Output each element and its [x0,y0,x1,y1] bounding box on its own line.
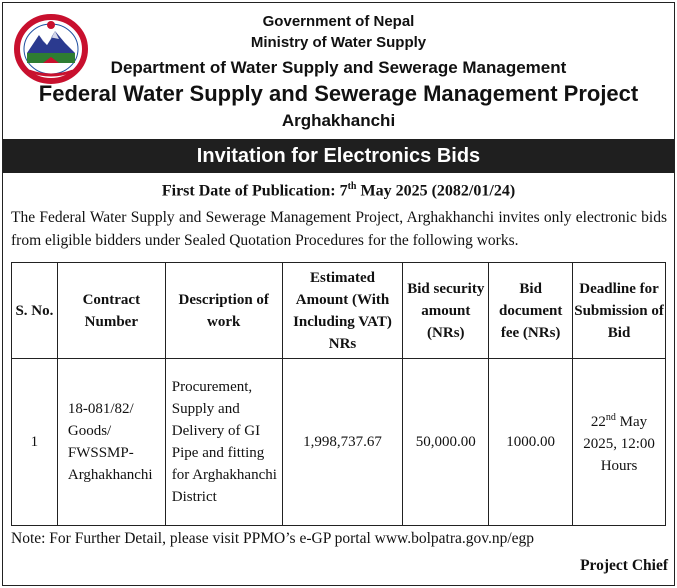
invitation-banner: Invitation for Electronics Bids [3,139,674,173]
cell-security: 50,000.00 [403,359,489,526]
table-header-row [12,263,666,359]
government-line: Government of Nepal [262,13,415,30]
intro-paragraph: The Federal Water Supply and Sewerage Management Project, Arghakhanchi invites only electronic bids from eligible bidders under Sealed Quotation Procedures for the following works. [11,209,667,249]
footer-note: Note: For Further Detail, please visit PPMO’s e-GP portal www.bolpatra.gov.np/egp [11,530,535,547]
header-security: Bid security amount (NRs) [403,263,489,359]
header-deadline: Deadline for Submission of Bid [573,263,666,359]
bids-table [11,262,666,526]
deadline-suffix: nd [605,412,616,423]
publication-suffix: th [347,181,357,192]
header-contract: Contract Number [57,263,165,359]
cell-contract: 18-081/82/ Goods/ FWSSMP- Arghakhanchi [57,359,165,526]
notice-frame [2,2,675,586]
location-line: Arghakhanchi [281,111,396,130]
project-title: Federal Water Supply and Sewerage Management Project [38,81,639,106]
cell-description: Procurement, Supply and Delivery of GI Pipe and fitting for Arghakhanchi District [165,359,282,526]
publication-date [3,181,674,200]
header-estimate: Estimated Amount (With Including VAT) NRs [282,263,403,359]
cell-estimate: 1,998,737.67 [282,359,403,526]
table-row [12,359,666,526]
header-description: Description of work [165,263,282,359]
cell-deadline [573,359,666,526]
signatory: Project Chief [580,557,668,574]
publication-date-rest: May 2025 (2082/01/24) [356,182,516,200]
publication-label: First Date of Publication: 7 [161,182,348,200]
cell-sn: 1 [12,359,58,526]
deadline-day: 22 [590,414,606,430]
header-sn: S. No. [12,263,58,359]
header-fee: Bid document fee (NRs) [489,263,573,359]
notice-header [3,3,674,139]
department-line: Department of Water Supply and Sewerage Management [110,58,567,77]
deadline-rest: May 2025, 12:00 Hours [583,414,655,474]
cell-fee: 1000.00 [489,359,573,526]
ministry-line: Ministry of Water Supply [250,34,427,51]
